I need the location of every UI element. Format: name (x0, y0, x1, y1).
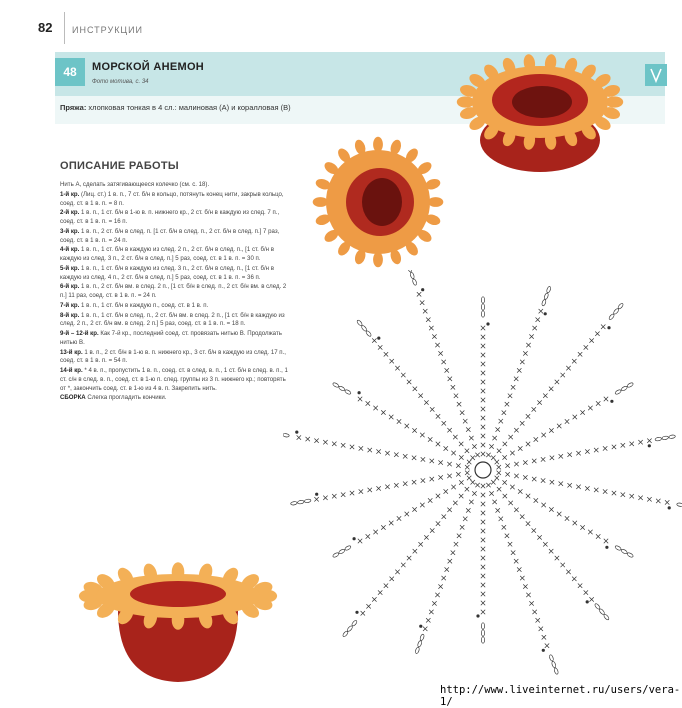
v-mark-icon (645, 64, 667, 86)
yarn-text: хлопковая тонкая в 4 сл.: малиновая (А) и коралловая (В) (88, 103, 291, 112)
instruction-row-label: 9-й – 12-й кр. (60, 330, 99, 338)
instruction-row (60, 367, 292, 393)
instruction-row-text: 1 в. п., 1 ст. б/н в 1-ю в. п. нижнего кр., 2 ст. б/н в каждую из след. 7 п., соед. ст. в 1 в. п. = 16 п. (60, 209, 280, 225)
header-divider (64, 12, 65, 44)
instruction-row-label: 2-й кр. (60, 209, 80, 217)
page-number: 82 (38, 20, 53, 35)
instruction-row-label: 1-й кр. (60, 190, 80, 198)
pattern-title: МОРСКОЙ АНЕМОН (92, 61, 205, 73)
chart-spoke (407, 270, 480, 457)
section-title: ИНСТРУКЦИИ (72, 25, 144, 35)
instructions-intro: Нить А, сделать затягивающееся колечко (см. с. 18). (60, 181, 210, 188)
instruction-row-label: СБОРКА (60, 394, 86, 402)
instruction-row (60, 265, 292, 282)
instruction-row-text: 1 в. п., 1 ст. б/н в след. п., 2 ст. б/н вм. в след. 2 п., [1 ст. б/н в каждую из след. 2 п., 2 ст. б/н вм. в след. 2 п.] 5 раз, соед. ст. в 1 в. п. = 18 п. (60, 311, 285, 328)
instruction-row-label: 13-й кр. (60, 348, 83, 356)
instruction-row (60, 191, 292, 208)
instruction-row-text: 1 в. п., 2 ст. б/н в 1-ю в. п. нижнего кр., 3 ст. б/н в каждую из след. 17 п., соед. ст. в 1 в. п. = 54 п. (60, 348, 286, 365)
instruction-row-label: 6-й кр. (60, 283, 80, 291)
chart-spoke (481, 297, 490, 456)
instruction-row (60, 302, 292, 311)
chart-spoke (476, 484, 485, 643)
chart-spoke (332, 476, 471, 558)
instruction-row (60, 312, 292, 329)
instruction-row-label: 8-й кр. (60, 311, 80, 319)
instruction-row-label: 7-й кр. (60, 301, 80, 309)
instruction-row (60, 283, 292, 300)
instruction-row-text: Слегка прогладить кончики. (85, 394, 167, 402)
instruction-row-label: 4-й кр. (60, 246, 80, 254)
chart-spoke (491, 303, 624, 460)
chart-spoke (495, 382, 634, 464)
chart-spoke (495, 476, 634, 558)
instructions (60, 181, 292, 404)
instruction-row (60, 246, 292, 263)
footer-url: http://www.liveinternet.ru/users/vera-1/ (440, 684, 681, 708)
instruction-row-text: * 4 в. п., пропустить 1 в. п., соед. ст. в след. в. п., 1 ст. б/н в след. в. п., 1 ст. с/н в след. в. п., соед. ст. в 1-ю п. след. группы из 3 п. нижнего кр.; повторять от *, закончить соед. ст. в 1-ю из 4 в. п. Закрепить нить. (60, 367, 288, 392)
chart-spoke (283, 431, 469, 470)
instruction-row-label: 14-й кр. (60, 367, 83, 375)
instruction-row (60, 209, 292, 226)
description-title: ОПИСАНИЕ РАБОТЫ (60, 160, 179, 172)
crochet-chart (283, 270, 682, 690)
anemone-photo-top-right (440, 30, 640, 180)
chart-spoke (486, 286, 551, 457)
instruction-row-text: 1 в. п., 1 ст. б/н в каждую из след. 2 п., 2 ст. б/н в след. п., [1 ст. б/н в каждую из след. 3 п., 2 ст. б/н в след. п.] 5 раз, соед. ст. в 1 в. п. = 30 п. (60, 246, 274, 262)
instruction-row-text: 1 в. п., 2 ст. б/н вм. в след. 2 п., [1 ст. б/н в след. п., 2 ст. б/н вм. в след. 2 п.] 11 раз, соед. ст. в 1 в. п. = 24 п. (60, 283, 287, 299)
instruction-row-text: (Лиц. ст.) 1 в. п., 7 ст. б/н в кольцо, потянуть конец нити, закрыв кольцо, соед. ст. в 1 в. п. = 8 п. (60, 190, 284, 207)
yarn-info (60, 103, 291, 112)
instruction-row (60, 228, 292, 245)
anemone-photo-center (308, 132, 448, 272)
instruction-row-label: 5-й кр. (60, 264, 80, 272)
instruction-row (60, 394, 292, 403)
chart-spoke (290, 471, 469, 506)
anemone-photo-bottom-left (78, 550, 278, 690)
instruction-row-text: Как 7-й кр., последний соед. ст. провязать нитью В. Продолжать нитью В. (60, 330, 282, 346)
chart-spoke (332, 382, 471, 464)
chart-spoke (491, 480, 610, 621)
chart-spoke (486, 483, 559, 675)
instruction-row (60, 330, 292, 347)
pattern-subtitle: Фото мотива, с. 34 (92, 79, 149, 85)
chart-spoke (342, 480, 475, 637)
chart-spoke (356, 319, 475, 460)
chart-spoke (497, 471, 682, 510)
chart-spoke (415, 483, 480, 654)
instruction-row-label: 3-й кр. (60, 227, 80, 235)
instruction-row-text: 1 в. п., 2 ст. б/н в след. п. [1 ст. б/н в след. п., 2 ст. б/н в след. п.] 7 раз, соед. ст. в 1 в. п. = 24 п. (60, 227, 280, 244)
chart-spoke (497, 435, 676, 470)
instruction-row-text: 1 в. п., 1 ст. б/н в каждую из след. 3 п., 2 ст. б/н в след. п., [1 ст. б/н в каждую из след. 4 п., 2 ст. б/н в след. п.] 5 раз, соед. ст. в 1 в. п. = 36 п. (60, 264, 274, 281)
instruction-row-text: 1 в. п., 1 ст. б/н в каждую п., соед. ст. в 1 в. п. (79, 301, 209, 309)
instruction-row (60, 349, 292, 366)
pattern-number-badge: 48 (55, 58, 85, 86)
yarn-label: Пряжа: (60, 103, 87, 112)
